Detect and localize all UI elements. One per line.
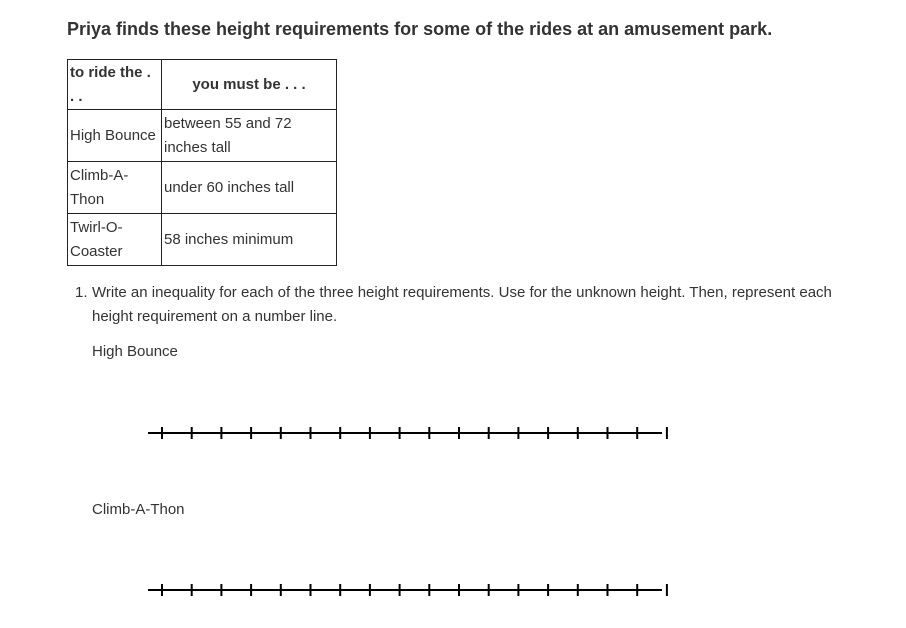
ride-requirement: 58 inches minimum <box>162 214 337 266</box>
ride-requirement: between 55 and 72 inches tall <box>162 110 337 162</box>
ride-name: Climb-A-Thon <box>68 162 162 214</box>
ride-name: Twirl-O-Coaster <box>68 214 162 266</box>
table-row <box>68 162 337 214</box>
ride-name: High Bounce <box>68 110 162 162</box>
number-line-climb-a-thon[interactable] <box>140 580 670 600</box>
table-row <box>68 214 337 266</box>
number-line-label-climb-a-thon: Climb-A-Thon <box>92 501 185 518</box>
question-item <box>67 281 857 329</box>
ride-requirement: under 60 inches tall <box>162 162 337 214</box>
height-requirements-table <box>67 59 337 266</box>
header-requirement: you must be . . . <box>162 60 337 110</box>
header-ride: to ride the . . . <box>68 60 162 110</box>
question-list <box>67 281 857 329</box>
question-number: 1. <box>75 284 88 301</box>
intro-heading: Priya finds these height requirements for some of the rides at an amusement park. <box>67 19 773 39</box>
number-line-high-bounce[interactable] <box>140 423 670 443</box>
question-text: Write an inequality for each of the three height requirements. Use for the unknown height. Then, represent each height requirement on a number line. <box>92 284 832 325</box>
table-row <box>68 110 337 162</box>
table-header-row <box>68 60 337 110</box>
number-line-label-high-bounce: High Bounce <box>92 343 178 360</box>
